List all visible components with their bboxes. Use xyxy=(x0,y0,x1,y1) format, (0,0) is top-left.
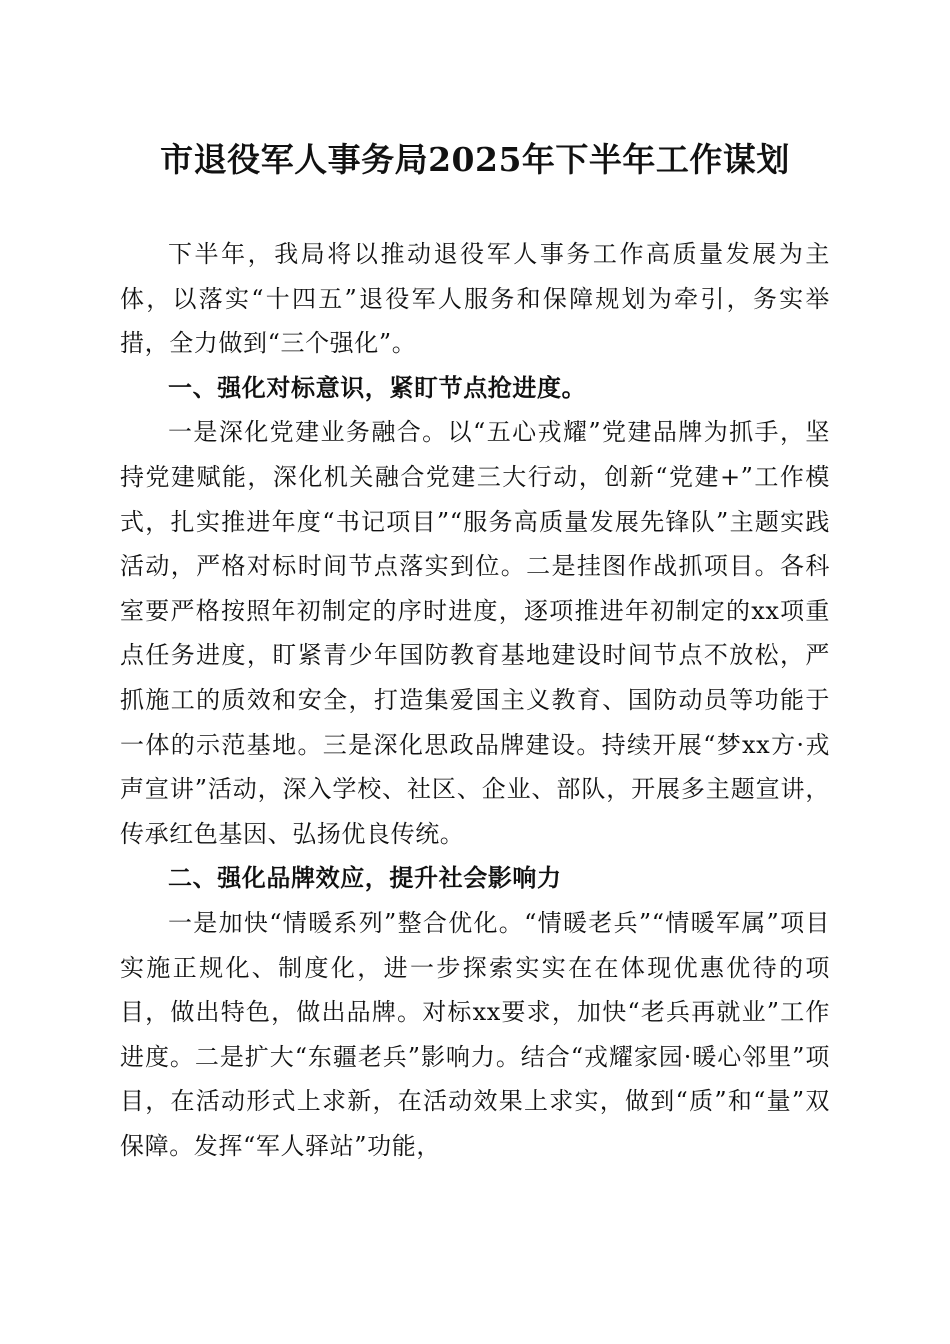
document-title: 市退役军人事务局2025年下半年工作谋划 xyxy=(160,140,790,179)
section-2-body: 一是加快“情暖系列”整合优化。“情暖老兵”“情暖军属”项目实施正规化、制度化，进一步探索实实在在体现优惠优待的项目，做出特色，做出品牌。对标xx要求，加快“老兵再就业”工作进度。二是扩大“东疆老兵”影响力。结合“戎耀家园·暖心邻里”项目，在活动形式上求新，在活动效果上求实，做到“质”和“量”双保障。发挥“军人驿站”功能， xyxy=(120,908,830,1160)
section-2-heading: 二、强化品牌效应，提升社会影响力 xyxy=(168,864,562,893)
section-1-heading: 一、强化对标意识，紧盯节点抢进度。 xyxy=(168,373,587,402)
intro-paragraph: 下半年，我局将以推动退役军人事务工作高质量发展为主体，以落实“十四五”退役军人服务和保障规划为牵引，务实举措，全力做到“三个强化”。 xyxy=(120,240,830,358)
section-1-body: 一是深化党建业务融合。以“五心戎耀”党建品牌为抓手，坚持党建赋能，深化机关融合党建三大行动，创新“党建+”工作模式，扎实推进年度“书记项目”“服务高质量发展先锋队”主题实践活动，严格对标时间节点落实到位。二是挂图作战抓项目。各科室要严格按照年初制定的序时进度，逐项推进年初制定的xx项重点任务进度，盯紧青少年国防教育基地建设时间节点不放松，严抓施工的质效和安全，打造集爱国主义教育、国防动员等功能于一体的示范基地。三是深化思政品牌建设。持续开展“梦xx方·戎声宣讲”活动，深入学校、社区、企业、部队，开展多主题宣讲，传承红色基因、弘扬优良传统。 xyxy=(120,418,830,848)
document-body xyxy=(120,232,830,1168)
